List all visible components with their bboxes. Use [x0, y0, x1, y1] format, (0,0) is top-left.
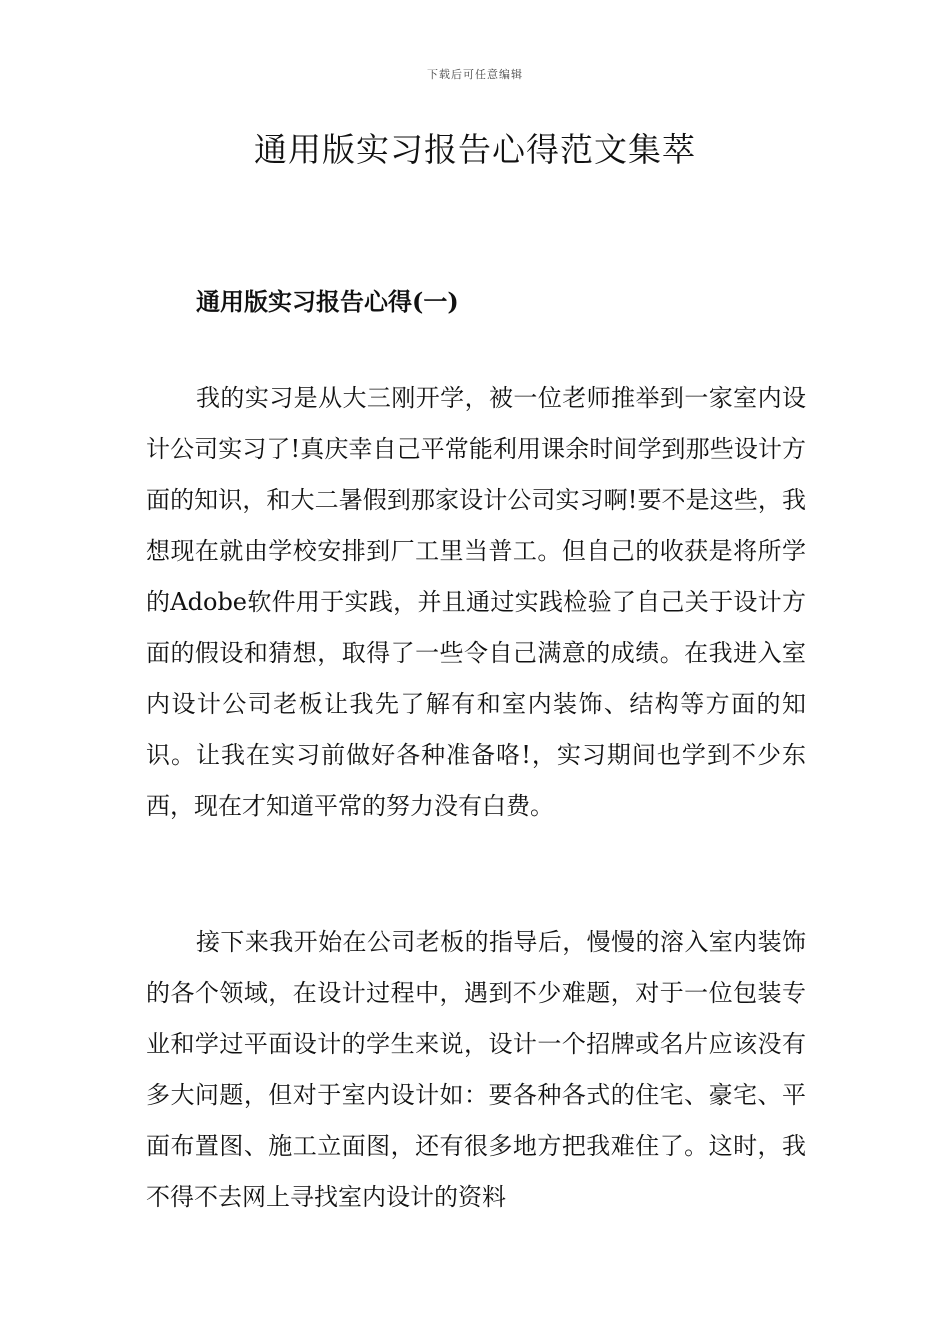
- body-paragraph-1: 我的实习是从大三刚开学，被一位老师推举到一家室内设计公司实习了!真庆幸自己平常能利用课余时间学到那些设计方面的知识，和大二暑假到那家设计公司实习啊!要不是这些，我想现在就由学校安排到厂工里当普工。但自己的收获是将所学的Adobe软件用于实践，并且通过实践检验了自己关于设计方面的假设和猜想，取得了一些令自己满意的成绩。在我进入室内设计公司老板让我先了解有和室内装饰、结构等方面的知识。让我在实习前做好各种准备咯!，实习期间也学到不少东西，现在才知道平常的努力没有白费。: [146, 384, 806, 820]
- body-paragraph-2: 接下来我开始在公司老板的指导后，慢慢的溶入室内装饰的各个领域，在设计过程中，遇到不少难题，对于一位包装专业和学过平面设计的学生来说，设计一个招牌或名片应该没有多大问题，但对于室内设计如：要各种各式的住宅、豪宅、平面布置图、施工立面图，还有很多地方把我难住了。这时，我不得不去网上寻找室内设计的资料: [146, 928, 806, 1211]
- document-title: 通用版实习报告心得范文集萃: [254, 130, 696, 169]
- header-note: 下载后可任意编辑: [427, 68, 523, 81]
- section-heading: 通用版实习报告心得(一): [196, 287, 459, 316]
